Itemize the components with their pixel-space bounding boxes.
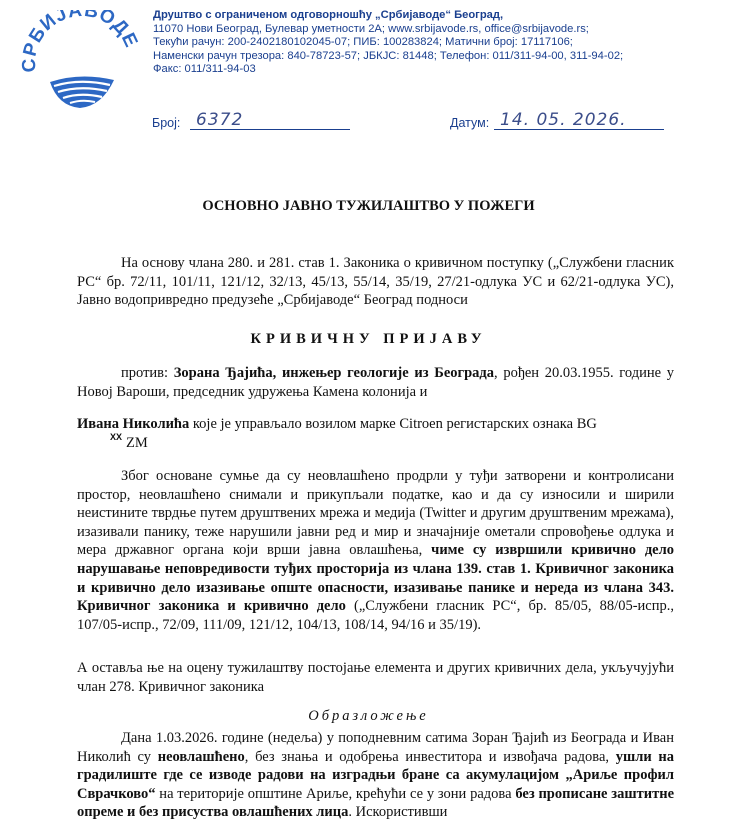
reasoning-text-3: на територије општине Ариље, крећући се у зони радова (155, 785, 516, 802)
company-logo (10, 10, 142, 122)
accused-details-1: , рођен 20.03.1955. године у Новој Вароши, председник удружења Камена колонија и (77, 365, 675, 400)
accused-details-2: које је управљало возилом марке Citroen регистарских ознака BG (189, 416, 597, 432)
against-lead: против: (121, 365, 174, 381)
document-title: КРИВИЧНУ ПРИЈАВУ (250, 331, 487, 347)
company-fax: Факс: 011/311-94-03 (153, 63, 256, 76)
reasoning-text-2: , без знања и одобрења инвеститора и извођача радова, (244, 748, 616, 765)
logo-text: СРБИЈАВОДЕ (18, 10, 142, 73)
reasoning-title: Образложење (308, 708, 429, 724)
document-refs (152, 110, 672, 136)
accused-paragraph-2 (77, 415, 674, 452)
intro-paragraph: На основу члана 280. и 281. став 1. Законика о кривичном поступку („Службени гласник РС“ бр. 72/11, 101/11, 121/12, 32/13, 45/13, 55/14, 35/19, 27/21-одлука УС и 62/21-одлука УС), Јавно водопривредно предузеће „Србијаводе“ Београд подноси (77, 255, 674, 309)
date-label: Датум: (450, 116, 490, 130)
reasoning-paragraph (77, 729, 674, 822)
charge-gazette: („Службени гласник РС“, бр. 85/05, 88/05-испр., 107/05-испр., 72/09, 111/09, 121/12, 104/13, 108/14, 94/16 и 35/19). (77, 598, 674, 633)
letterhead-info (153, 9, 733, 77)
reasoning-bold-2: ушли на градилиште где се изводе радови на изградњи бране са акумулацијом „Ариље профил Сврачково“ (77, 748, 674, 802)
accused-name-1: Зорана Ђајића, инжењер геологије из Београда (173, 365, 494, 381)
accused-paragraph-1 (77, 364, 674, 401)
recipient-heading: ОСНОВНО ЈАВНО ТУЖИЛАШТВО У ПОЖЕГИ (202, 198, 535, 214)
reasoning-bold-3: без прописане заштитне опреме и без присуства овлашћених лица (77, 785, 675, 821)
other-offenses-paragraph: А оставља ње на оцену тужилаштву постојање елемента и других кривичних дела, укључујући члан 278. Кривичног законика (77, 660, 674, 695)
company-accounts: Текући рачун: 200-2402180102045-07; ПИБ: 100283824; Матични број: 17117106; (153, 36, 573, 49)
redacted-mark: XX (110, 432, 123, 442)
reasoning-bold-1: неовлашћено (157, 748, 245, 765)
company-name: Друштво с ограниченом одговорношћу „Србијаводе“ Београд, (153, 9, 504, 21)
reasoning-text-4: . Искористивши (348, 804, 448, 821)
charge-text: Због основане сумње да су неовлашћено продрли у туђи затворени и контролисани простор, неовлашћено снимали и прикупљали податке, као и да су износили и ширили неистините тврдње путем друштвених мрежа и медија (Twitter и другим друштвеним мрежама), изазивали панику, теже нарушили јавни ред и мир и значајније ометали спровођење одлука и мера државног органа који врши јавна овлашћења, (77, 468, 674, 559)
date-value: 14. 05. 2026. (500, 110, 627, 130)
svg-text:СРБИЈАВОДЕ (19, 10, 142, 73)
company-treasury: Наменски рачун трезора: 840-78723-57; ЈБКЈС: 81448; Телефон: 011/311-94-00, 311-94-02; (153, 49, 624, 62)
company-address: 11070 Нови Београд, Булевар уметности 2А; www.srbijavode.rs, office@srbijavode.rs; (153, 22, 589, 35)
plate-suffix: ZM (126, 434, 148, 451)
number-value: 6372 (196, 110, 244, 130)
number-label: Број: (152, 116, 181, 130)
charge-offenses: чиме су извршили кривично дело нарушавање неповредивости туђих просторија из члана 139. став 1. Кривичног законика и кривично дело изазивање опште опасности, изазивање панике и нереда из члана 343. Кривичног законика и кривично дело (77, 542, 674, 615)
charge-paragraph (77, 467, 674, 634)
accused-name-2: Ивана Николића (77, 416, 190, 432)
reasoning-text-1: Дана 1.03.2026. године (недеља) у поподневним сатима Зоран Ђајић из Београда и Иван Николић су (77, 730, 674, 765)
